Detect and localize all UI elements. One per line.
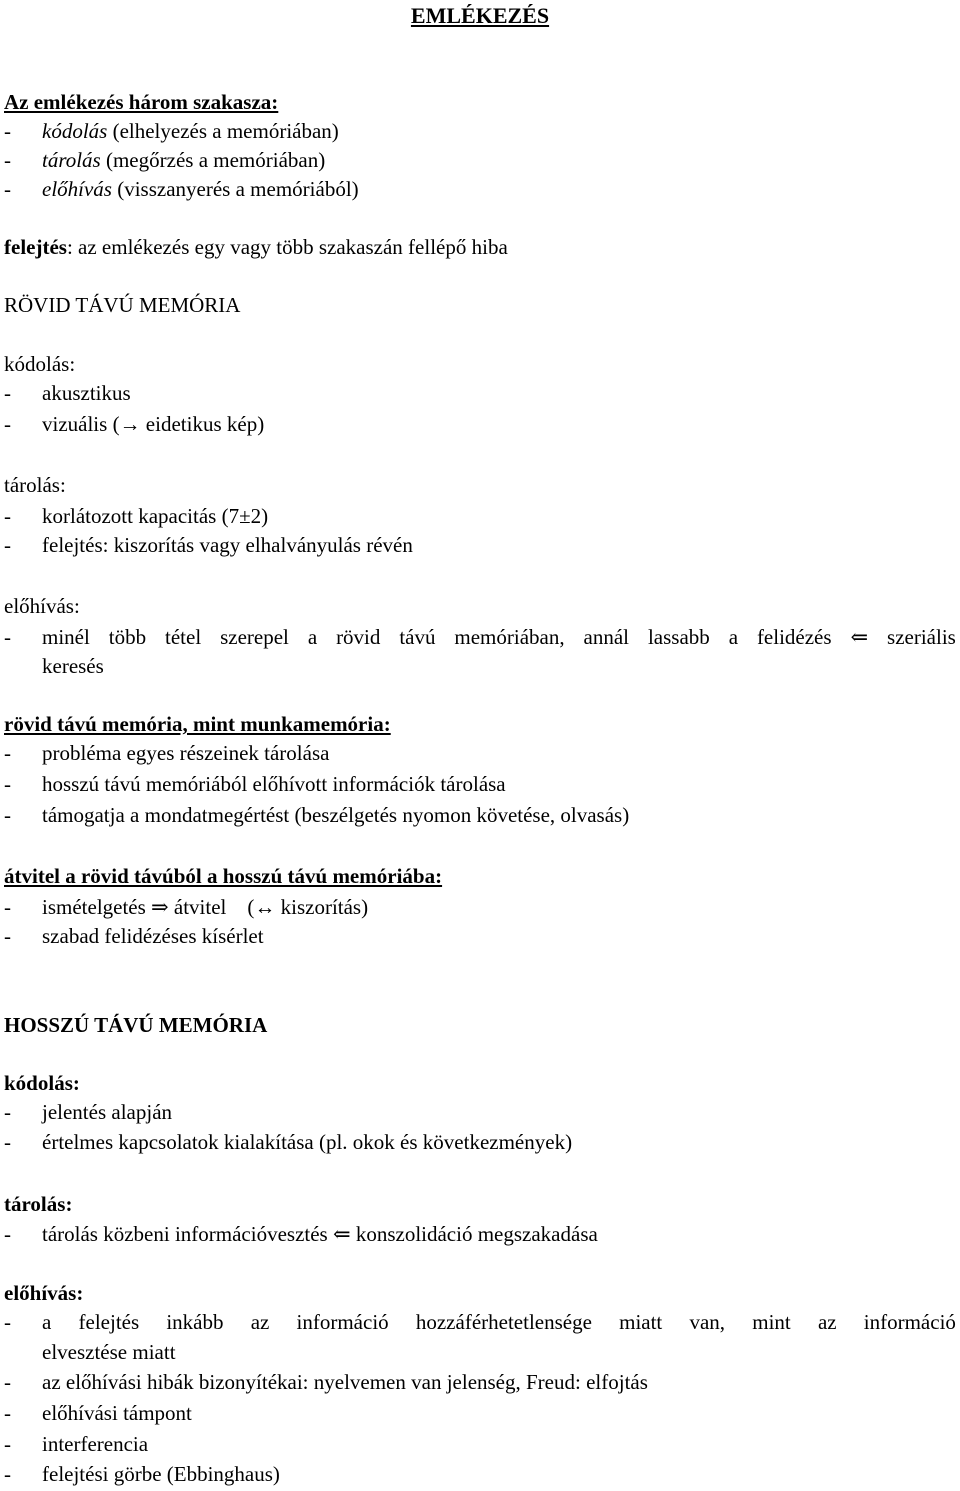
word: szerepel xyxy=(220,625,289,649)
list-item: - vizuális (→ eidetikus kép) xyxy=(4,412,265,436)
word: felejtés xyxy=(78,1310,140,1334)
st-retrieval-label: előhívás: xyxy=(4,594,80,618)
word: lassabb xyxy=(647,625,710,649)
stages-heading: Az emlékezés három szakasza: xyxy=(4,90,279,114)
list-item: - interferencia xyxy=(4,1432,149,1456)
item-text: előhívási támpont xyxy=(42,1401,192,1425)
continuation-line: elvesztése miatt xyxy=(42,1340,176,1364)
item-text: : az emlékezés egy vagy több szakaszán fellépő hiba xyxy=(66,235,508,259)
st-encoding-label: kódolás: xyxy=(4,352,76,376)
list-item: - tárolás közbeni információvesztés ⇐ konszolidáció megszakadása xyxy=(4,1222,598,1246)
item-text: értelmes kapcsolatok kialakítása (pl. okok és következmények) xyxy=(42,1130,573,1154)
item-text: vizuális (→ eidetikus kép) xyxy=(42,412,265,436)
word: annál xyxy=(583,625,630,649)
item-text: (megőrzés a memóriában) xyxy=(100,148,326,172)
working-memory-label: rövid távú memória, mint munkamemória: xyxy=(4,712,391,736)
list-item: - az előhívási hibák bizonyítékai: nyelvemen van jelenség, Freud: elfojtás xyxy=(4,1370,648,1394)
list-item: - a felejtés inkább az információ hozzáférhetetlensége miatt van, mint az információ xyxy=(4,1307,956,1338)
list-item: - előhívás (visszanyerés a memóriából) xyxy=(4,177,359,201)
word: a xyxy=(728,625,739,649)
list-item: - ismételgetés ⇒ átvitel (↔ kiszorítás) xyxy=(4,895,369,919)
lt-encoding-label: kódolás: xyxy=(4,1071,80,1095)
list-item: - előhívási támpont xyxy=(4,1401,192,1425)
word: memóriában, xyxy=(454,625,565,649)
word: a xyxy=(307,625,318,649)
word: távú xyxy=(399,625,436,649)
item-text: ismételgetés ⇒ átvitel (↔ kiszorítás) xyxy=(42,895,369,919)
item-text: hosszú távú memóriából előhívott információk tárolása xyxy=(42,772,506,796)
list-item: - felejtés: kiszorítás vagy elhalványulás révén xyxy=(4,533,413,557)
transfer-label: átvitel a rövid távúból a hosszú távú memóriába: xyxy=(4,864,443,888)
item-text: akusztikus xyxy=(42,381,131,405)
list-item: - hosszú távú memóriából előhívott információk tárolása xyxy=(4,772,506,796)
item-text: (visszanyerés a memóriából) xyxy=(111,177,359,201)
long-term-heading: HOSSZÚ TÁVÚ MEMÓRIA xyxy=(4,1013,268,1037)
word: az xyxy=(250,1310,270,1334)
word: ⇐ xyxy=(850,625,869,649)
item-text: (elhelyezés a memóriában) xyxy=(107,119,339,143)
list-item: - szabad felidézéses kísérlet xyxy=(4,924,264,948)
term: felejtés xyxy=(4,235,67,259)
item-text: felejtési görbe (Ebbinghaus) xyxy=(42,1462,280,1486)
forgetting-definition xyxy=(4,232,960,263)
item-text: tárolás közbeni információvesztés ⇐ konszolidáció megszakadása xyxy=(42,1222,598,1246)
word: az xyxy=(817,1310,837,1334)
document-title: EMLÉKEZÉS xyxy=(410,3,550,28)
list-item: - korlátozott kapacitás (7±2) xyxy=(4,504,269,528)
term: előhívás xyxy=(42,177,112,201)
continuation-line: keresés xyxy=(42,654,104,678)
word: miatt xyxy=(619,1310,663,1334)
list-item: - felejtési görbe (Ebbinghaus) xyxy=(4,1462,280,1486)
word: minél xyxy=(42,625,90,649)
item-text: probléma egyes részeinek tárolása xyxy=(42,741,330,765)
word: felidézés xyxy=(756,625,832,649)
word: van, xyxy=(689,1310,726,1334)
list-item: - akusztikus xyxy=(4,381,131,405)
lt-retrieval-label: előhívás: xyxy=(4,1281,84,1305)
list-item: - támogatja a mondatmegértést (beszélgetés nyomon követése, olvasás) xyxy=(4,803,630,827)
justified-line xyxy=(42,622,956,653)
item-text: szabad felidézéses kísérlet xyxy=(42,924,264,948)
word: inkább xyxy=(166,1310,224,1334)
list-item: - probléma egyes részeinek tárolása xyxy=(4,741,330,765)
list-item: - minél több tétel szerepel a rövid távú memóriában, annál lassabb a felidézés ⇐ szeriális xyxy=(4,622,956,653)
item-text: korlátozott kapacitás (7±2) xyxy=(42,504,269,528)
list-item: - értelmes kapcsolatok kialakítása (pl. okok és következmények) xyxy=(4,1130,573,1154)
item-text: felejtés: kiszorítás vagy elhalványulás révén xyxy=(42,533,413,557)
list-item: - jelentés alapján xyxy=(4,1100,173,1124)
st-storage-label: tárolás: xyxy=(4,473,66,497)
justified-line xyxy=(42,1307,956,1338)
term: tárolás xyxy=(42,148,101,172)
word: mint xyxy=(752,1310,791,1334)
word: hozzáférhetetlensége xyxy=(415,1310,592,1334)
item-text: interferencia xyxy=(42,1432,149,1456)
word: a xyxy=(42,1310,52,1334)
word: rövid xyxy=(336,625,381,649)
item-text: az előhívási hibák bizonyítékai: nyelvemen van jelenség, Freud: elfojtás xyxy=(42,1370,648,1394)
item-text: jelentés alapján xyxy=(42,1100,173,1124)
word: tétel xyxy=(165,625,202,649)
item-text: támogatja a mondatmegértést (beszélgetés nyomon követése, olvasás) xyxy=(42,803,630,827)
lt-storage-label: tárolás: xyxy=(4,1192,73,1216)
list-item: - tárolás (megőrzés a memóriában) xyxy=(4,148,326,172)
word: információ xyxy=(296,1310,389,1334)
list-item: - kódolás (elhelyezés a memóriában) xyxy=(4,119,339,143)
word: információ xyxy=(863,1310,956,1334)
short-term-heading: RÖVID TÁVÚ MEMÓRIA xyxy=(4,293,241,317)
word: több xyxy=(108,625,147,649)
word: szeriális xyxy=(887,625,956,649)
term: kódolás xyxy=(42,119,108,143)
